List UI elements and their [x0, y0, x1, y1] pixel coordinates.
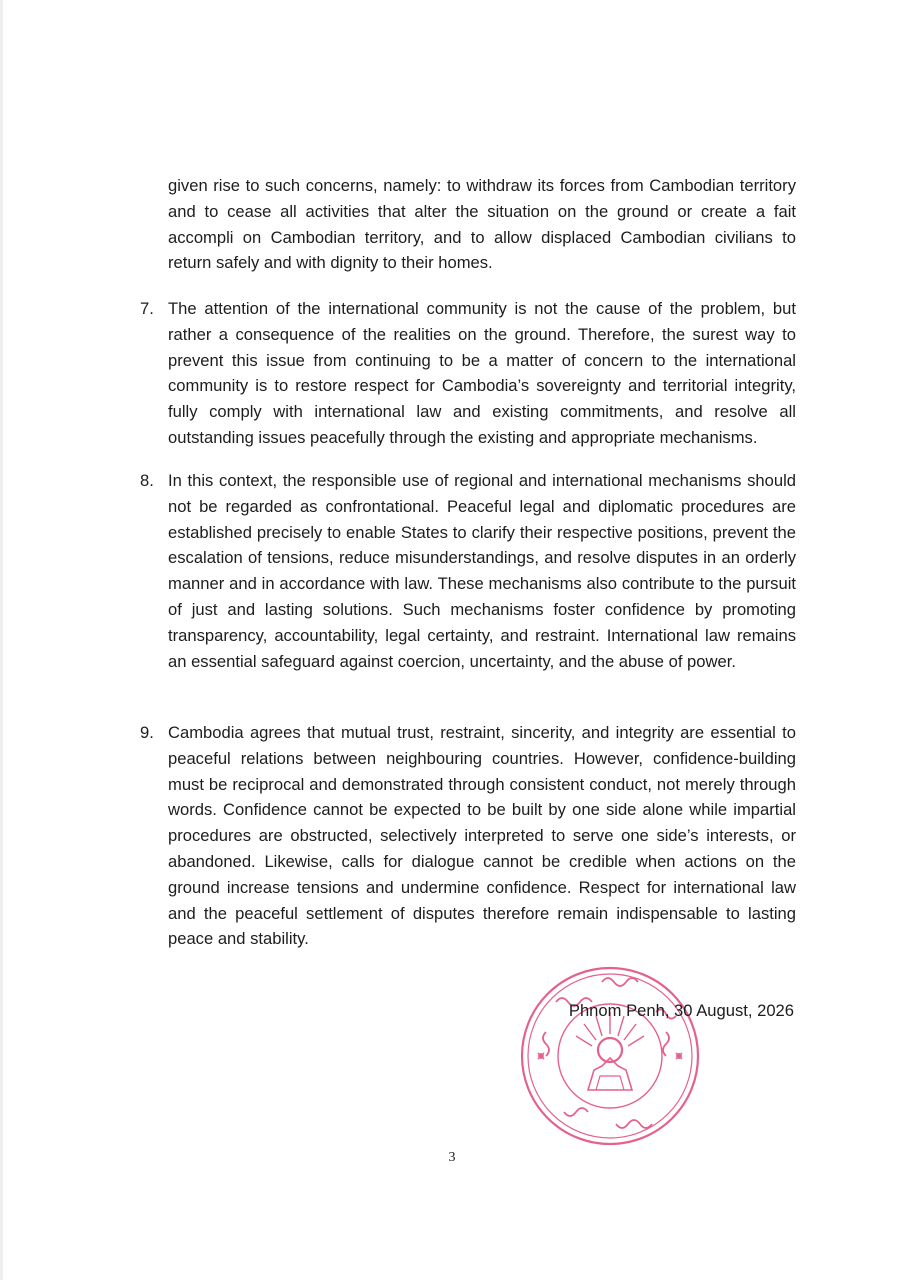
page-number: 3	[448, 1150, 456, 1165]
paragraph-8: In this context, the responsible use of regional and international mechanisms should not be regarded as confrontational. Peaceful legal and diplomatic procedures are established precisely to enable States to clarify their respective positions, prevent the escalation of tensions, reduce misunderstandings, and resolve disputes in an orderly manner and in accordance with law. These mechanisms also contribute to the pursuit of just and lasting solutions. Such mechanisms foster confidence by promoting transparency, accountability, legal certainty, and restraint. International law remains an essential safeguard against coercion, uncertainty, and the abuse of power.	[168, 471, 796, 671]
scan-edge	[0, 0, 3, 1280]
paragraph-7: The attention of the international community is not the cause of the problem, but rather a consequence of the realities on the ground. Therefore, the surest way to prevent this issue from continuing to be a matter of concern to the international community is to restore respect for Cambodia’s sovereignty and territorial integrity, fully comply with international law and existing commitments, and resolve all outstanding issues peacefully through the existing and appropriate mechanisms.	[168, 299, 796, 447]
official-seal-icon	[516, 962, 704, 1150]
paragraph-9: Cambodia agrees that mutual trust, restraint, sincerity, and integrity are essential to peaceful relations between neighbouring countries. However, confidence-building must be reciprocal and demonstrated through consistent conduct, not merely through words. Confidence cannot be expected to be built by one side alone while impartial procedures are obstructed, selectively interpreted to serve one side’s interests, or abandoned. Likewise, calls for dialogue cannot be credible when actions on the ground increase tensions and undermine confidence. Respect for international law and the peaceful settlement of disputes therefore remain indispensable to lasting peace and stability.	[168, 723, 796, 949]
place-date: Phnom Penh, 30 August, 2026	[568, 1001, 794, 1020]
paragraph-number-9: 9.	[140, 723, 154, 742]
paragraph-continuation: given rise to such concerns, namely: to withdraw its forces from Cambodian territory and to cease all activities that alter the situation on the ground or create a fait accompli on Cambodian territory, and to allow displaced Cambodian civilians to return safely and with dignity to their homes.	[168, 176, 796, 273]
paragraph-number-7: 7.	[140, 299, 154, 318]
paragraph-number-8: 8.	[140, 471, 154, 490]
